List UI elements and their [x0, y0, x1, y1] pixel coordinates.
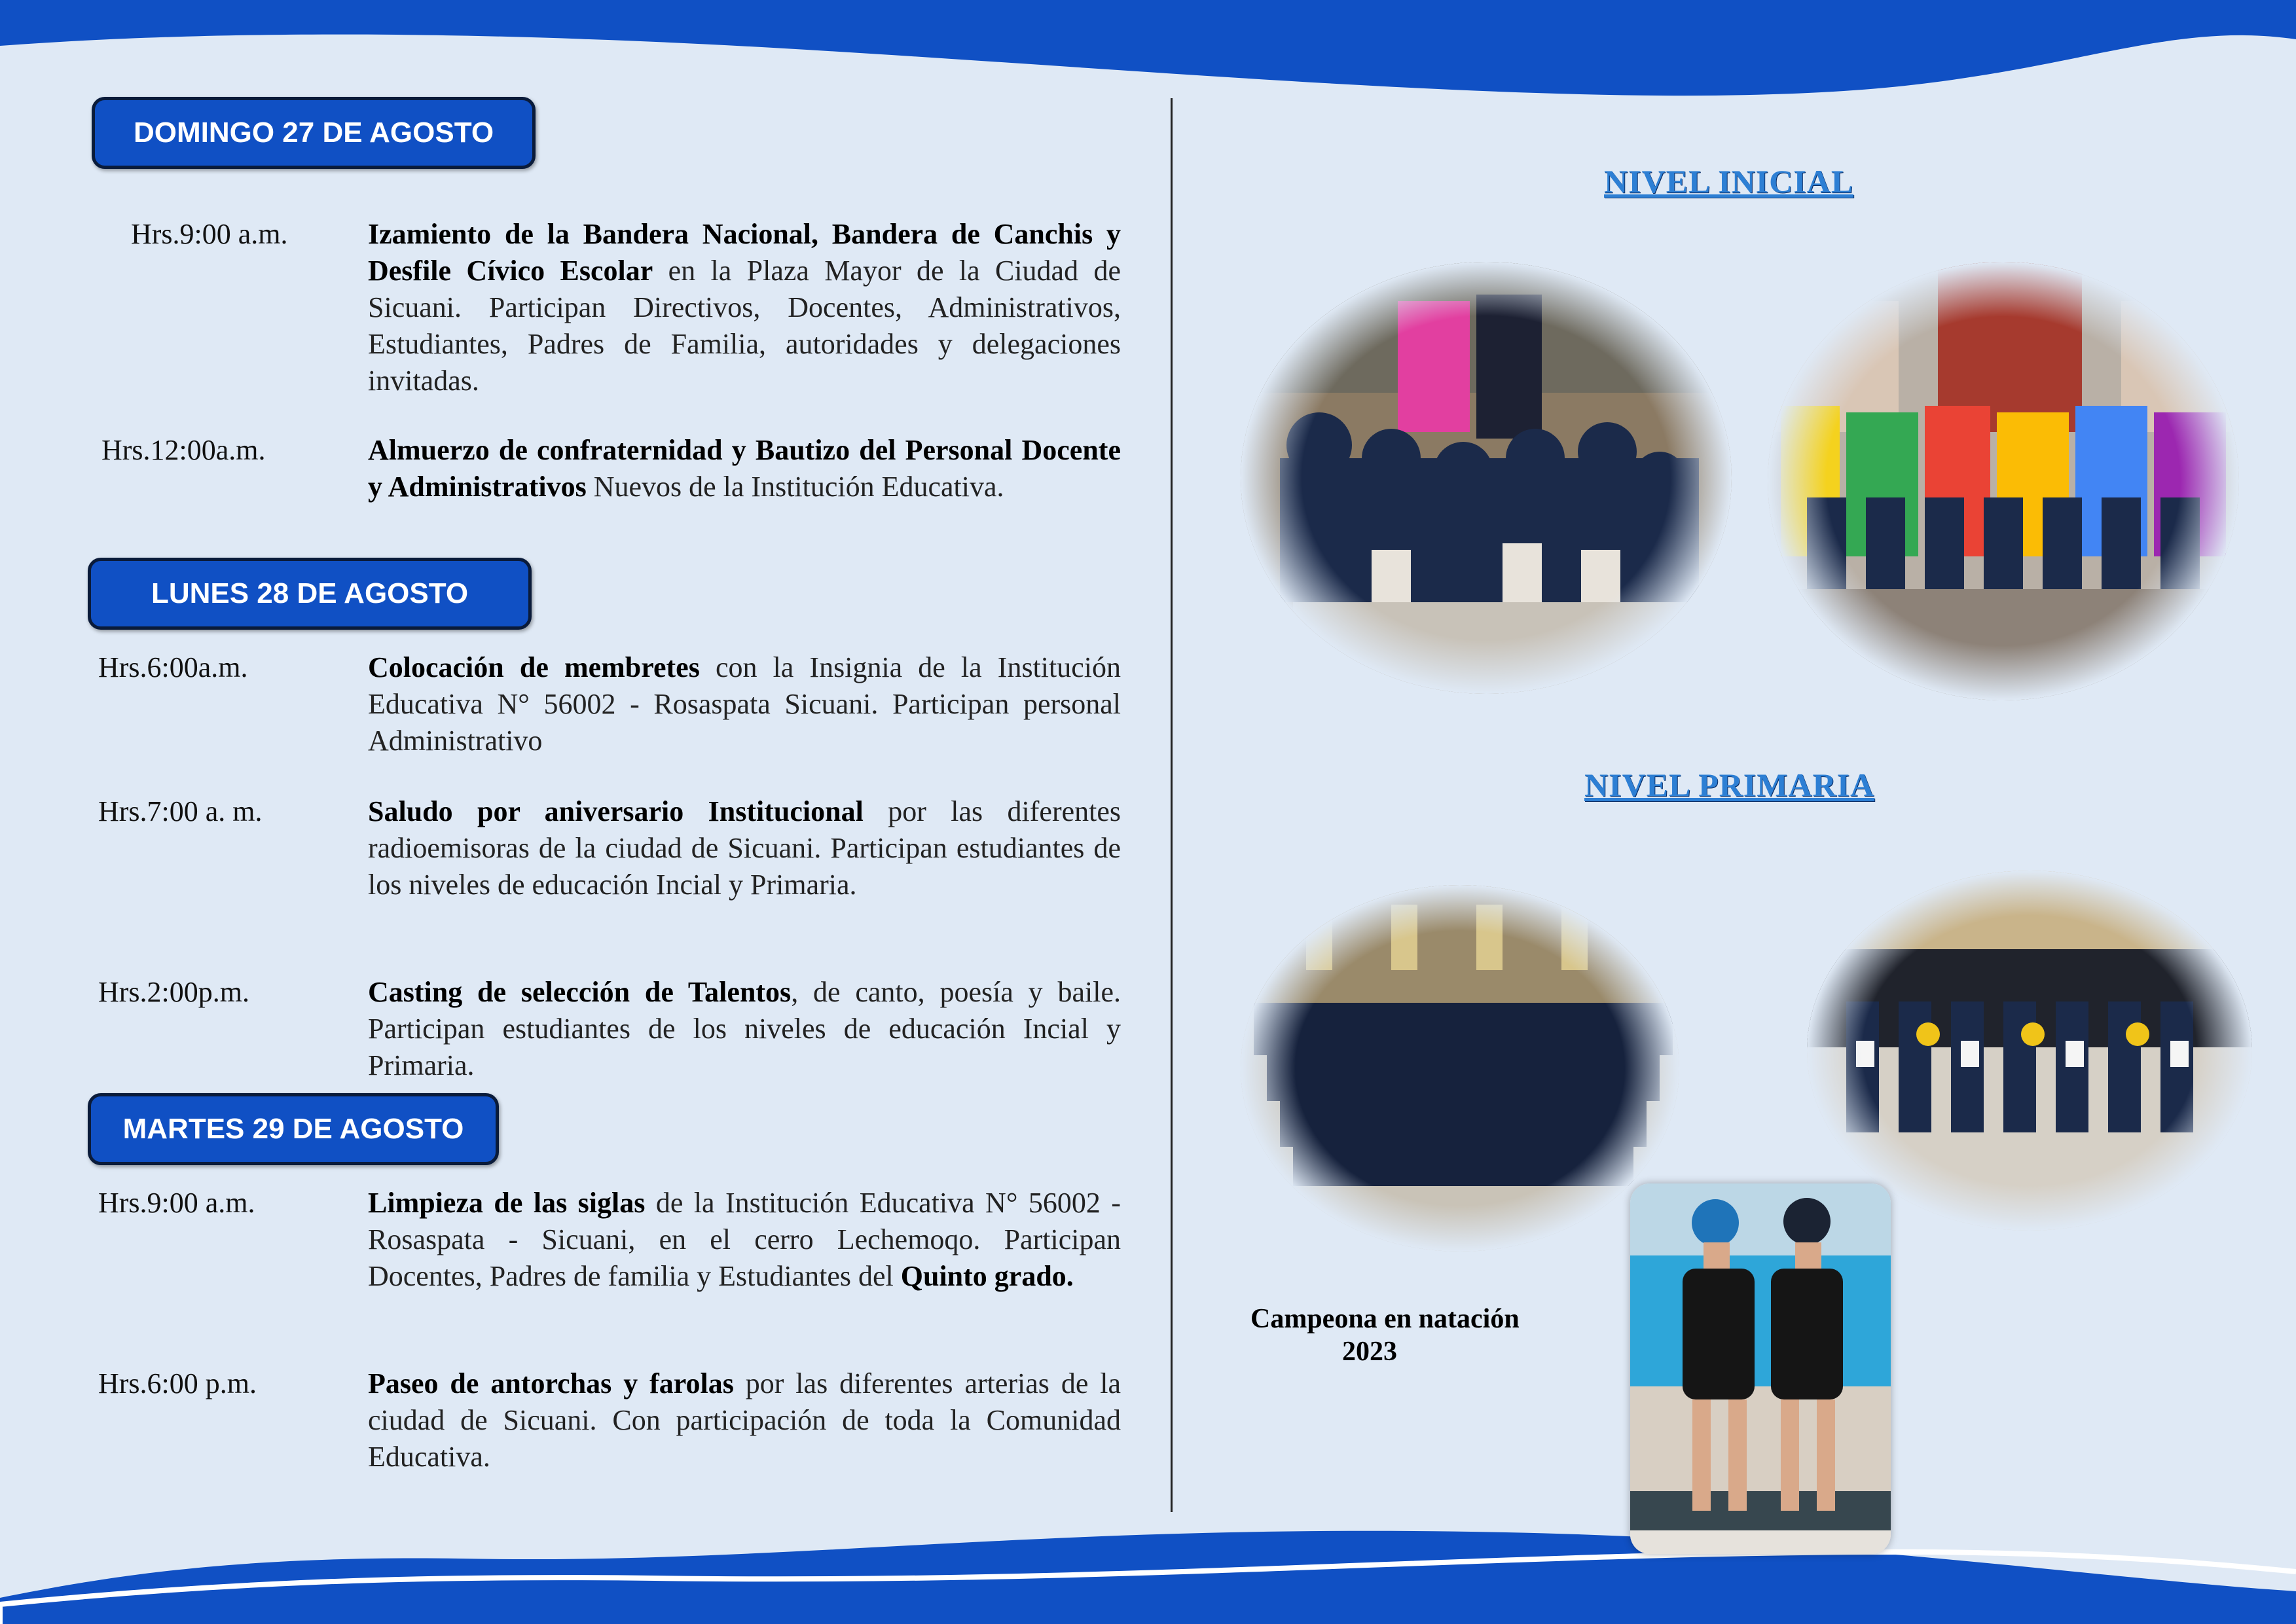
top-wave-decoration — [0, 0, 2296, 105]
caption-line: Campeona en natación — [1250, 1304, 1520, 1334]
photo-primaria-formation — [1241, 885, 1679, 1252]
event-time: Hrs.9:00 a.m. — [98, 1187, 255, 1219]
event-description: Izamiento de la Bandera Nacional, Bandera de Canchis y Desfile Cívico Escolar en la Plaza Mayor de la Ciudad de Sicuani. Participan Directivos, Docentes, Administrativos, Estudiantes, Padres de Familia, autoridades y delegaciones invitadas. — [368, 218, 1121, 397]
photo-inicial-sign — [1768, 262, 2239, 700]
day-header-martes: MARTES 29 DE AGOSTO — [88, 1093, 499, 1165]
caption-year: 2023 — [1342, 1337, 1397, 1367]
day-header-lunes: LUNES 28 DE AGOSTO — [88, 558, 532, 630]
event-description: Casting de selección de Talentos, de canto, poesía y baile. Participan estudiantes de los niveles de educación Incial y Primaria. — [368, 976, 1121, 1081]
swimming-caption — [1250, 1303, 1539, 1368]
event-time: Hrs.7:00 a. m. — [98, 795, 263, 827]
photo-swimming-champions — [1630, 1183, 1891, 1554]
nivel-inicial-title: NIVEL INICIAL — [1604, 163, 1854, 200]
event-description: Colocación de membretes con la Insignia de la Institución Educativa N° 56002 - Rosaspata Sicuani. Participan personal Administrativo — [368, 651, 1121, 757]
column-divider — [1171, 98, 1173, 1512]
event-description: Saludo por aniversario Institucional por las diferentes radioemisoras de la ciudad de Sicuani. Participan estudiantes de los niveles de educación Incial y Primaria. — [368, 795, 1121, 901]
photo-inicial-parade — [1241, 262, 1732, 694]
bottom-wave-decoration — [0, 1513, 2296, 1624]
event-time: Hrs.12:00a.m. — [101, 434, 266, 466]
day-header-domingo: DOMINGO 27 DE AGOSTO — [92, 97, 536, 169]
photo-primaria-ceremony — [1807, 871, 2252, 1231]
event-time: Hrs.6:00a.m. — [98, 651, 248, 683]
nivel-primaria-title: NIVEL PRIMARIA — [1584, 767, 1875, 803]
event-description: Almuerzo de confraternidad y Bautizo del Personal Docente y Administrativos Nuevos de la Institución Educativa. — [368, 434, 1121, 503]
event-description: Limpieza de las siglas de la Institución Educativa N° 56002 - Rosaspata - Sicuani, en el cerro Lechemoqo. Participan Docentes, Padres de familia y Estudiantes del Quinto grado. — [368, 1187, 1121, 1292]
event-time: Hrs.6:00 p.m. — [98, 1367, 257, 1399]
event-time: Hrs.9:00 a.m. — [131, 218, 288, 250]
event-description: Paseo de antorchas y farolas por las diferentes arterias de la ciudad de Sicuani. Con participación de toda la Comunidad Educativa. — [368, 1367, 1121, 1473]
event-time: Hrs.2:00p.m. — [98, 976, 249, 1008]
